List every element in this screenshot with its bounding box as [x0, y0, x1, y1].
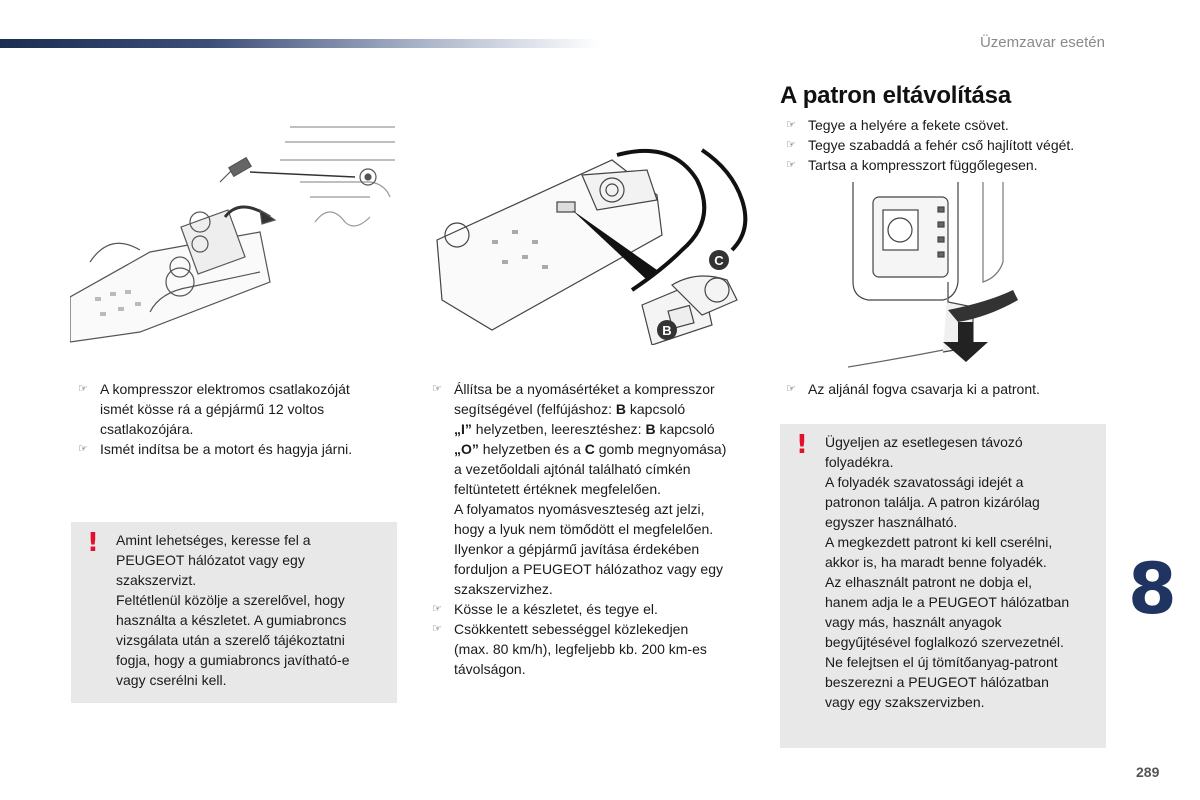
label-c: C	[714, 253, 724, 268]
list-item: ☞ Tegye a helyére a fekete csövet.	[786, 117, 1009, 133]
col1-steps-list	[72, 379, 402, 459]
warning-text: Ügyeljen az esetlegesen távozó folyadékra. A folyadék szavatossági idejét a patronon találja. A patron kizárólag egyszer használható. A megkezdett patront ki kell cserélni, akkor is, ha maradt benne folyadék. Az elhasznált patront ne dobja el, hanem adja le a PEUGEOT hálózatban vagy más, használt anyagok begyűjtésével foglalkozó szervezetnél. Ne felejtsen el új tömítőanyag-patront beszerezni a PEUGEOT hálózatban vagy egy szakszervizben.	[825, 434, 1070, 710]
list-item: ☞ Tegye szabaddá a fehér cső hajlított végét.	[786, 137, 1075, 153]
section-title: A patron eltávolítása	[780, 82, 1011, 109]
pointer-bullet-icon: ☞	[432, 623, 442, 635]
chapter-number: 8	[1128, 548, 1177, 630]
list-item: ☞ Tartsa a kompresszort függőlegesen.	[786, 157, 1038, 173]
warning-box-right	[780, 424, 1106, 748]
pointer-bullet-icon: ☞	[78, 383, 88, 395]
pointer-bullet-icon: ☞	[786, 139, 796, 151]
pointer-bullet-icon: ☞	[786, 119, 796, 131]
col3-steps-list	[780, 379, 1140, 399]
list-item: ☞ Az aljánál fogva csavarja ki a patront.	[786, 381, 1040, 397]
right-steps-list	[780, 115, 1160, 175]
pointer-bullet-icon: ☞	[786, 383, 796, 395]
list-item	[426, 619, 766, 679]
figure-compressor-panel	[432, 140, 762, 345]
list-item: ☞ Ismét indítsa be a motort és hagyja járni.	[78, 441, 353, 457]
label-b: B	[662, 323, 672, 338]
list-item	[426, 599, 766, 619]
running-header: Üzemzavar esetén	[979, 34, 1105, 51]
rich-step: Kösse le a készletet, és tegye el.	[454, 601, 658, 617]
rich-step: Állítsa be a nyomásértéket a kompresszor segítségével (felfújáshoz: B kapcsoló „I” helyzetben, leeresztéshez: B kapcsoló „O” helyzetben és a C gomb megnyomása) a vezetőoldali ajtónál található címkén feltüntetett értéknek megfelelően. A folyamatos nyomásveszteség azt jelzi, hogy a lyuk nem tömődött el megfelelően. Ilyenkor a gépjármű javítása érdekében forduljon a PEUGEOT hálózathoz vagy egy szakszervizhez.	[454, 381, 727, 597]
page-number: 289	[1136, 764, 1160, 780]
figure-cartridge-removal	[848, 182, 1028, 372]
list-item: ☞ A kompresszor elektromos csatlakozóját ismét kösse rá a gépjármű 12 voltos csatlakozójára.	[78, 381, 350, 437]
pointer-bullet-icon: ☞	[78, 443, 88, 455]
warning-icon: !	[87, 528, 99, 558]
pointer-bullet-icon: ☞	[432, 383, 442, 395]
pointer-bullet-icon: ☞	[786, 159, 796, 171]
warning-text: Amint lehetséges, keresse fel a PEUGEOT hálózatot vagy egy szakszervizt. Feltétlenül közölje a szerelővel, hogy használta a készletet. A gumiabroncs vizsgálata után a szerelő tájékoztatni fogja, hogy a gumiabroncs javítható-e vagy cserélni kell.	[116, 532, 350, 688]
list-item	[426, 379, 766, 599]
pointer-bullet-icon: ☞	[432, 603, 442, 615]
figure-compressor-connector	[70, 122, 400, 347]
col2-steps-list	[426, 379, 766, 679]
warning-icon: !	[796, 430, 808, 460]
rich-step: Csökkentett sebességgel közlekedjen (max. 80 km/h), legfeljebb kb. 200 km-es távolságon.	[454, 621, 707, 677]
warning-box-left	[71, 522, 397, 703]
header-rule	[0, 39, 600, 48]
